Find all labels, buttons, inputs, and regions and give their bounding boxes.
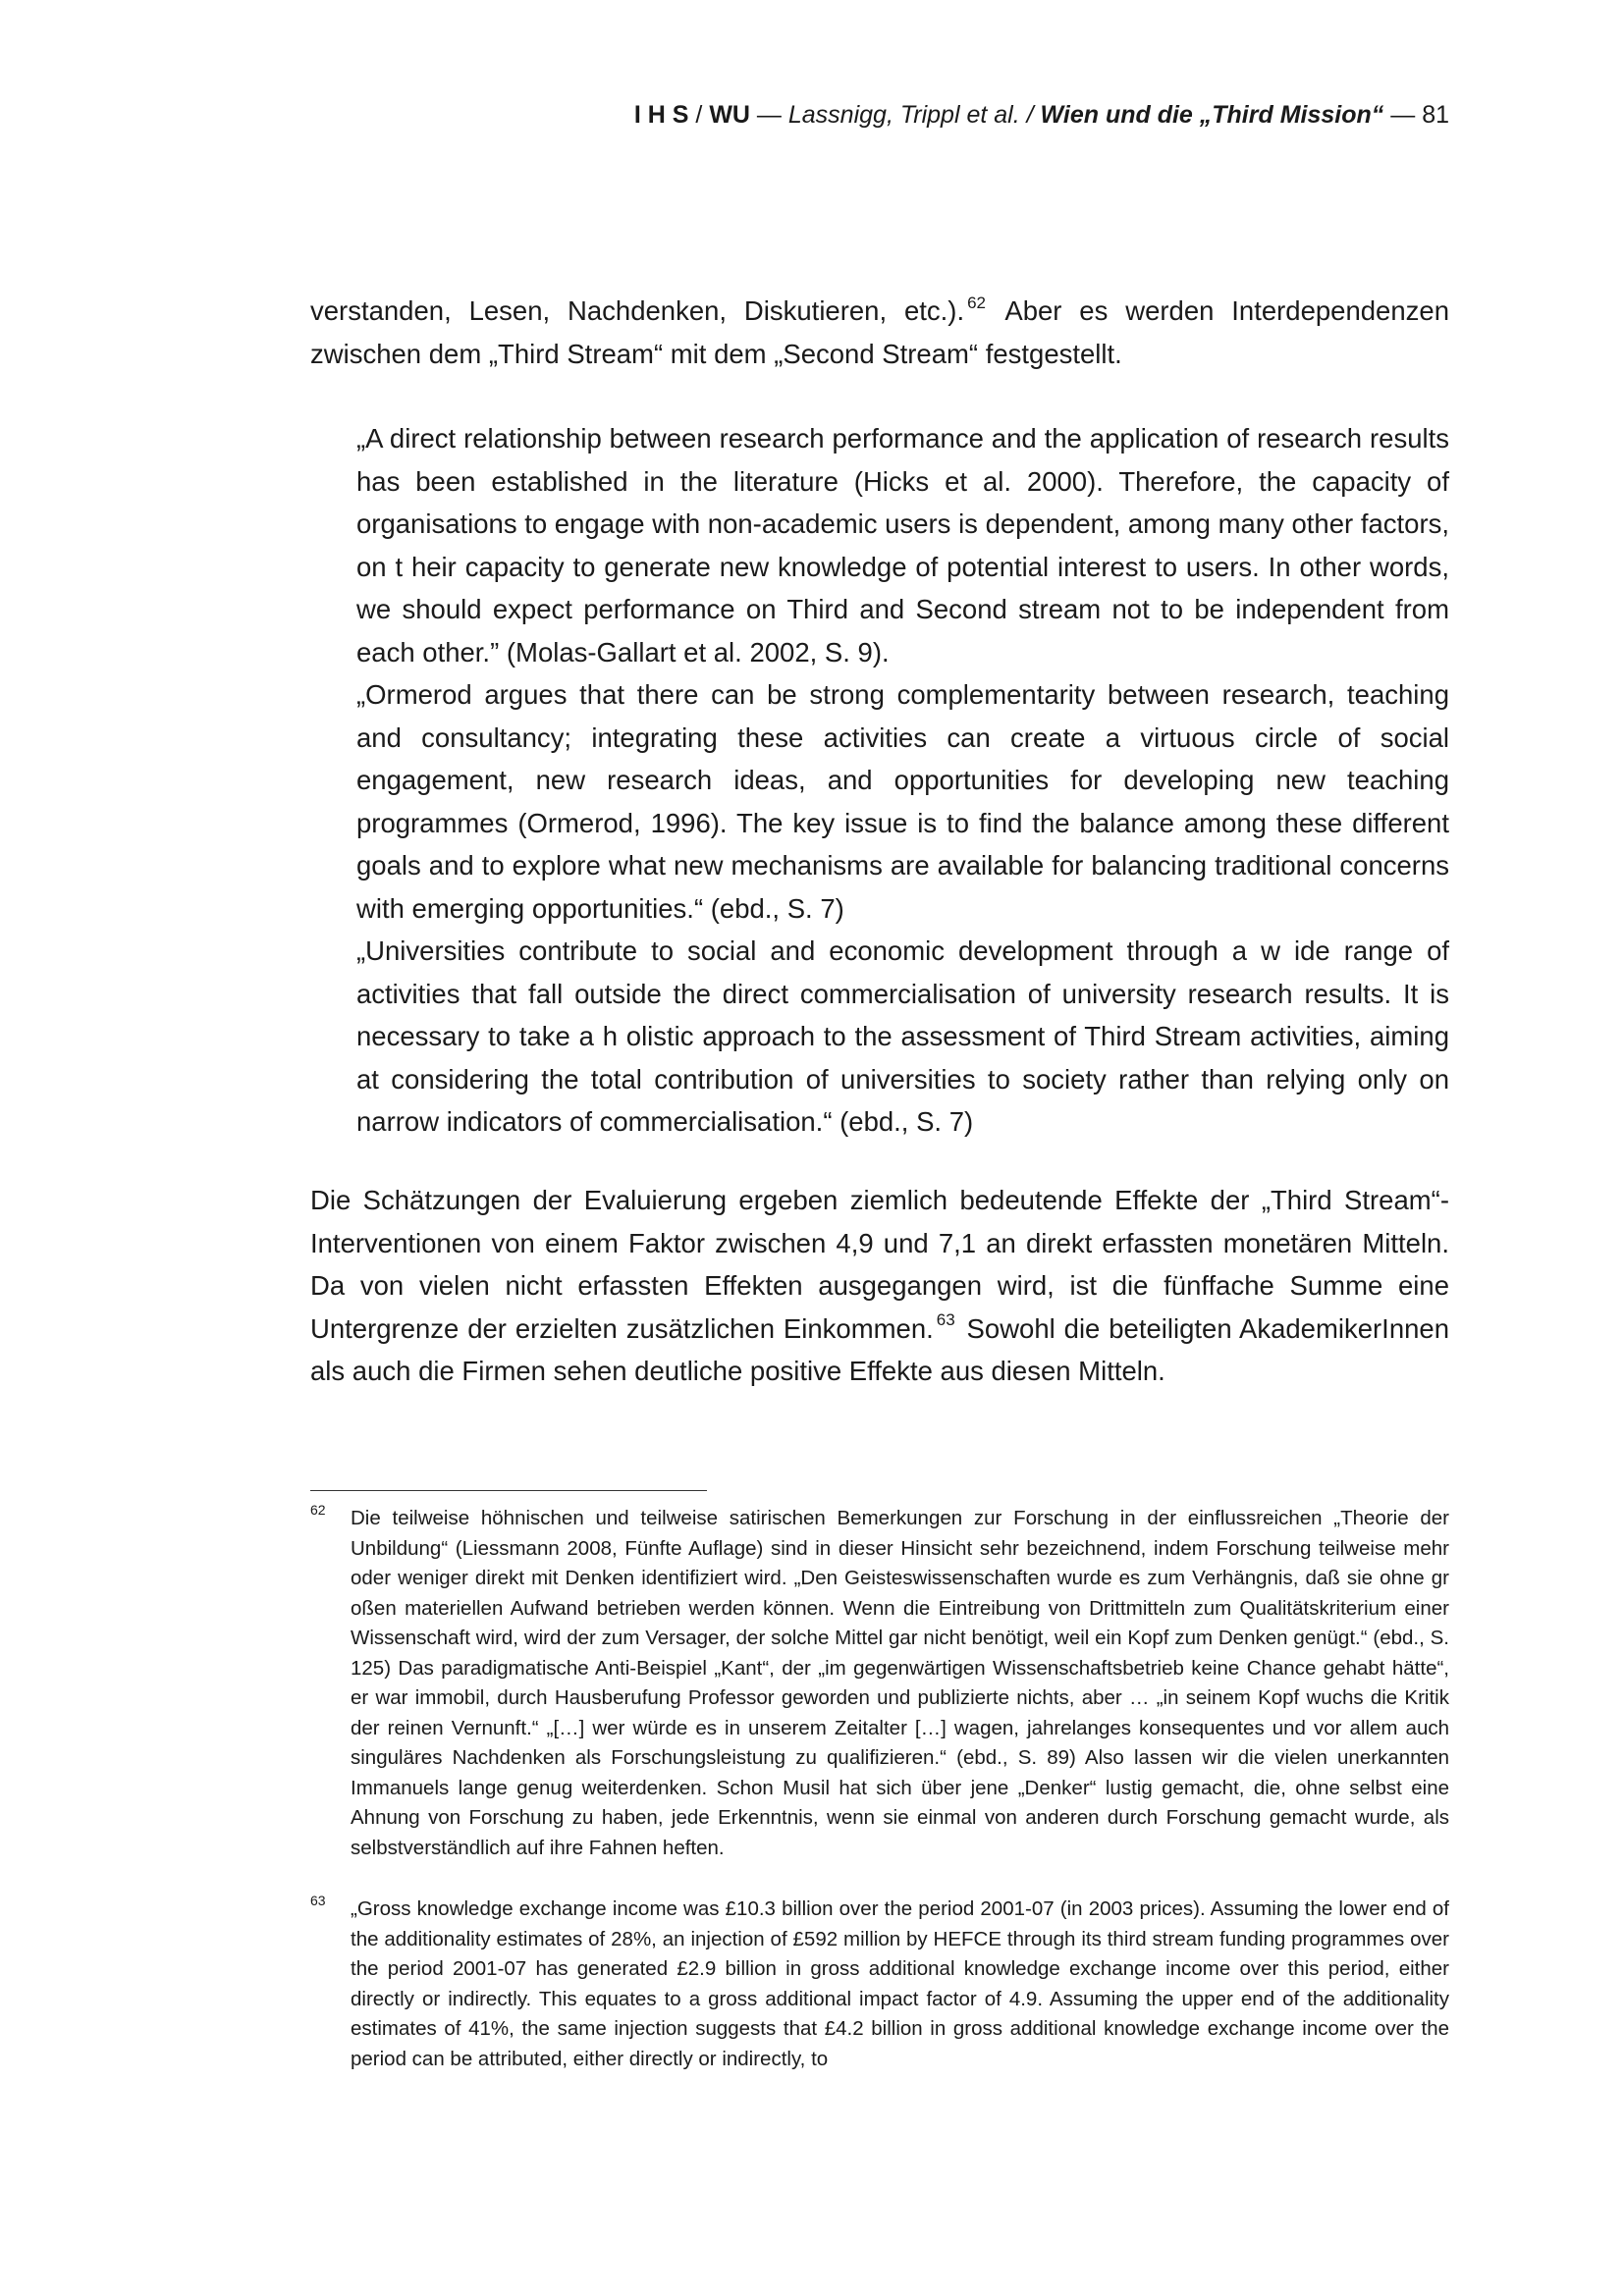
block-quote-1: „A direct relationship between research performance and the application of research results has been established in the literature (Hicks et al. 2000). Therefore, the capacity of organisations to engage with non-academic users is dependent, among many other factors, on t heir capacity to generate new knowledge of potential interest to users. In other words, we should expect performance on Third and Second stream not to be independent from each other.” (Molas-Gallart et al. 2002, S. 9). — [356, 423, 1449, 667]
page-number: 81 — [1422, 101, 1449, 129]
footnote-reference-62[interactable]: 62 — [967, 293, 987, 312]
footnote-text: „Gross knowledge exchange income was £10.3 billion over the period 2001-07 (in 2003 prices). Assuming the lower end of the additionality estimates of 28%, an injection of £592 million by HEFCE through its third stream funding programmes over the period 2001-07 has generated £2.9 billion in gross additional knowledge exchange income over this period, either directly or indirectly. This equates to a gross additional impact factor of 4.9. Assuming the upper end of the additionality estimates of 41%, the same injection suggests that £4.2 billion in gross additional knowledge exchange income over the period can be attributed, either directly or indirectly, to — [351, 1897, 1449, 2070]
footnote-reference-63[interactable]: 63 — [936, 1310, 955, 1330]
footnote-63 — [310, 1895, 1449, 2074]
header-org: I H S — [633, 101, 689, 129]
footnote-62 — [310, 1504, 1449, 1863]
block-quote-2: „Ormerod argues that there can be strong complementarity between research, teaching and consultancy; integrating these activities can create a virtuous circle of social engagement, new research ideas, and opportunities for developing new teaching programmes (Ormerod, 1996). The key issue is to find the balance among these different goals and to explore what new mechanisms are available for balancing traditional concerns with emerging opportunities.“ (ebd., S. 7) — [356, 679, 1449, 924]
header-partner: WU — [709, 101, 750, 129]
footnote-number: 63 — [310, 1893, 326, 1908]
header-separator-2: / — [1019, 101, 1041, 129]
footnote-number: 62 — [310, 1502, 326, 1518]
paragraph-text: Die Schätzungen der Evaluierung ergeben ziemlich bedeutende Effekte der „Third Stream“-Interventionen von einem Faktor zwischen 4,9 und 7,1 an direkt erfassten monetären Mitteln. Da von vielen nicht erfassten Effekten ausgegangen wird, ist die fünffache Summe eine Untergrenze der erzielten zusätzlichen Einkommen. — [310, 1185, 1449, 1344]
header-dash: — — [749, 101, 788, 129]
body-paragraph-1 — [310, 290, 1449, 375]
block-quote-3: „Universities contribute to social and economic development through a w ide range of activities that fall outside the direct commercialisation of university research results. It is necessary to take a h olistic approach to the assessment of Third Stream activities, aiming at considering the total contribution of universities to society rather than relying only on narrow indicators of commercialisation.“ (ebd., S. 7) — [356, 935, 1449, 1137]
header-authors: Lassnigg, Trippl et al. — [787, 101, 1020, 129]
footnote-text: Die teilweise höhnischen und teilweise satirischen Bemerkungen zur Forschung in der einflussreichen „Theorie der Unbildung“ (Liessmann 2008, Fünfte Auflage) sind in dieser Hinsicht sehr bezeichnend, indem Forschung teilweise mehr oder weniger direkt mit Denken identifiziert wird. „Den Geisteswissenschaften wurde es zum Verhängnis, daß sie ohne gr oßen materiellen Aufwand betrieben werden können. Wenn die Eintreibung von Drittmitteln zum Qualitätskriterium einer Wissenschaft wird, wird der zum Versager, der solche Mittel gar nicht benötigt, weil ein Kopf zum Denken genügt.“ (ebd., S. 125) Das paradigmatische Anti-Beispiel „Kant“, der „im gegenwärtigen Wissenschaftsbetrieb keine Chance gehabt hätte“, er war immobil, durch Hausberufung Professor geworden und publizierte nichts, aber … „in seinem Kopf wuchs die Kritik der reinen Vernunft.“ „[…] wer würde es in unserem Zeitalter […] wagen, jahrelanges konsequentes und vor allem auch singuläres Nachdenken als Forschungsleistung zu qualifizieren.“ (ebd., S. 89) Also lassen wir die vielen unerkannten Immanuels lange genug weiterdenken. Schon Musil hat sich über jene „Denker“ lustig gemacht, die, ohne selbst eine Ahnung von Forschung zu haben, jede Erkenntnis, wenn sie einmal von anderen durch Forschung gemacht wurde, als selbstverständlich auf ihre Fahnen heften. — [351, 1507, 1449, 1859]
running-header — [634, 101, 1449, 130]
paragraph-text: Sowohl die beteiligten AkademikerInnen als auch die Firmen sehen deutliche positive Effekte aus diesen Mitteln. — [310, 1312, 1449, 1386]
paragraph-text: Aber es werden Interdependenzen zwischen dem „Third Stream“ mit dem „Second Stream“ festgestellt. — [310, 295, 1449, 369]
footnote-separator — [310, 1490, 707, 1491]
body-paragraph-2 — [310, 1179, 1449, 1393]
header-title: Wien und die „Third Mission“ — [1040, 101, 1384, 129]
header-dash-2: — — [1383, 101, 1423, 129]
paragraph-text: verstanden, Lesen, Nachdenken, Diskutieren, etc.). — [310, 295, 965, 326]
header-separator: / — [688, 101, 710, 129]
